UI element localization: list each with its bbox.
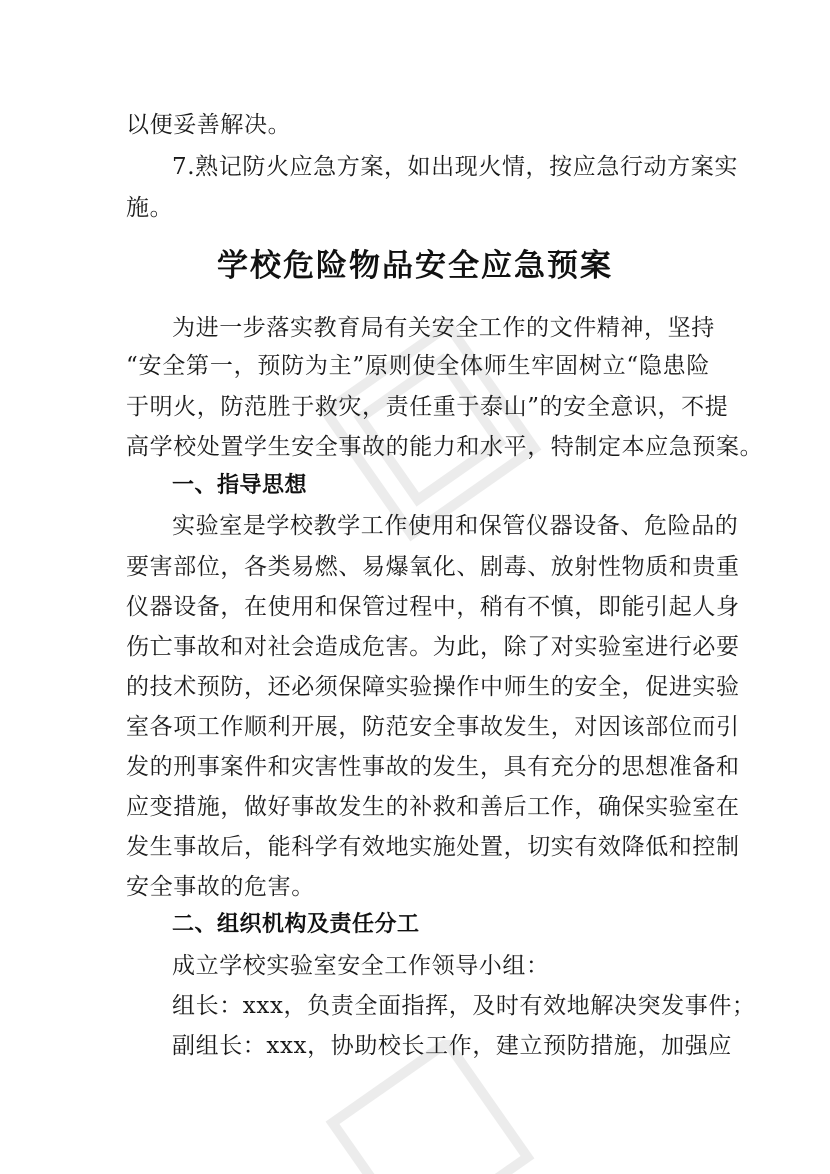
text-line: 成立学校实验室安全工作领导小组： (172, 953, 550, 979)
text-line: “安全第一，预防为主”原则使全体师生牢固树立“隐患险 (126, 353, 710, 379)
text-line: 安全事故的危害。 (126, 874, 315, 900)
text-line: 仪器设备，在使用和保管过程中，稍有不慎，即能引起人身 (126, 594, 740, 620)
text-line: 施。 (126, 195, 174, 221)
text-line: 的技术预防，还必须保障实验操作中师生的安全，促进实验 (126, 674, 740, 700)
text-line: 为进一步落实教育局有关安全工作的文件精神，坚持 (172, 315, 715, 341)
text-line: 副组长：xxx，协助校长工作，建立预防措施，加强应 (172, 1033, 732, 1059)
text-line: 7.熟记防火应急方案，如出现火情，按应急行动方案实 (172, 154, 738, 180)
document-title: 学校危险物品安全应急预案 (217, 248, 613, 284)
text-line: 组长：xxx，负责全面指挥，及时有效地解决突发事件； (172, 993, 756, 1019)
text-line: 发生事故后，能科学有效地实施处置，切实有效降低和控制 (126, 834, 740, 860)
section-heading: 一、指导思想 (172, 473, 308, 498)
watermark-icon (260, 260, 600, 600)
text-line: 发的刑事案件和灾害性事故的发生，具有充分的思想准备和 (126, 754, 740, 780)
text-line: 应变措施，做好事故发生的补救和善后工作，确保实验室在 (126, 794, 740, 820)
text-line: 伤亡事故和对社会造成危害。为此，除了对实验室进行必要 (126, 634, 740, 660)
section-heading: 二、组织机构及责任分工 (172, 912, 420, 937)
text-line: 高学校处置学生安全事故的能力和水平，特制定本应急预案。 (126, 434, 764, 460)
text-line: 室各项工作顺利开展，防范安全事故发生，对因该部位而引 (126, 714, 740, 740)
text-line: 要害部位，各类易燃、易爆氧化、剧毒、放射性物质和贵重 (126, 554, 740, 580)
text-line: 于明火，防范胜于救灾，责任重于泰山”的安全意识，不提 (126, 394, 729, 420)
text-line: 实验室是学校教学工作使用和保管仪器设备、危险品的 (172, 513, 739, 539)
text-line: 以便妥善解决。 (126, 112, 292, 138)
